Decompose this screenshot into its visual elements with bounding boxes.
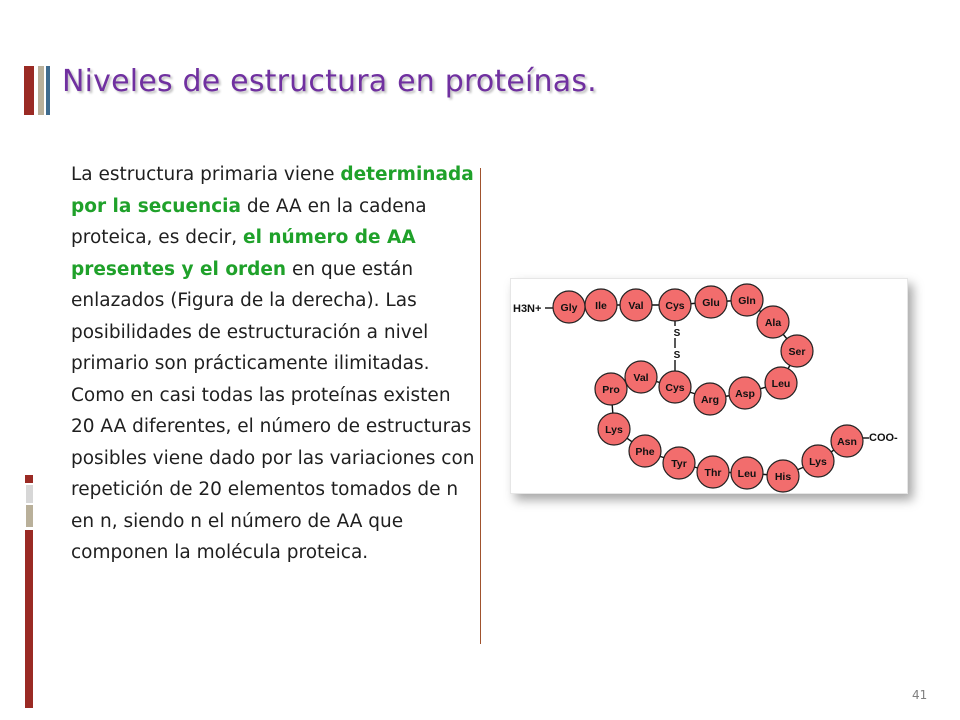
body-highlight: el número de AA presentes y el orden (71, 227, 416, 280)
body-segment: de AA en la cadena proteica, es decir, (71, 195, 427, 248)
body-highlight: determinada por la secuencia (71, 164, 474, 217)
residue-label: Cys (665, 382, 685, 394)
body-paragraph (71, 159, 475, 569)
residue-label: Phe (635, 446, 655, 458)
left-accent-bar (25, 530, 33, 708)
residue-label: Val (633, 372, 649, 384)
residue-label: Thr (704, 467, 722, 479)
residue-label: Gln (738, 295, 756, 307)
peptide-diagram (511, 279, 907, 493)
left-accent-bar (26, 505, 33, 527)
sulfur-label: S (673, 328, 681, 339)
residue-label: Tyr (671, 458, 687, 470)
residue-label: Lys (809, 456, 827, 468)
slide-number: 41 (912, 688, 928, 702)
peptide-figure (510, 278, 908, 494)
title-accent-bar (38, 66, 44, 115)
body-segment: La estructura primaria viene (71, 164, 341, 185)
body-segment: en que están enlazados (Figura de la derecha). Las posibilidades de estructuración a nivel primario son prácticamente ilimitadas. Como en casi todas las proteínas existen 20 AA diferentes, el número de estructuras posibles viene dado por las variaciones con repetición de 20 elementos tomados de n en n, siendo n el número de AA que componen la molécula proteica. (71, 258, 475, 563)
residue-label: Cys (665, 300, 685, 312)
residue-label: Val (628, 300, 644, 312)
left-accent-bar (26, 485, 33, 503)
residue-label: Ser (788, 346, 806, 358)
residue-label: Arg (700, 394, 720, 406)
title-accent-bar (24, 66, 34, 115)
residue-label: Asn (837, 436, 857, 448)
residue-label: Ile (595, 300, 607, 312)
vertical-divider (480, 168, 481, 644)
residue-label: Pro (602, 384, 620, 396)
title-accent-bar (46, 66, 50, 115)
n-terminus-label: H3N+ (513, 303, 542, 315)
sulfur-label: S (673, 350, 681, 361)
residue-label: Lys (605, 424, 623, 436)
c-terminus-label: COO- (869, 432, 898, 444)
residue-label: Leu (771, 378, 791, 390)
residue-label: Leu (737, 468, 757, 480)
residue-label: His (774, 471, 792, 483)
residue-label: Asp (735, 388, 755, 400)
residue-label: Glu (702, 297, 720, 309)
slide-title: Niveles de estructura en proteínas. (62, 64, 597, 99)
residue-label: Gly (560, 302, 578, 314)
residue-label: Ala (764, 317, 782, 329)
left-accent-bar (25, 475, 33, 483)
